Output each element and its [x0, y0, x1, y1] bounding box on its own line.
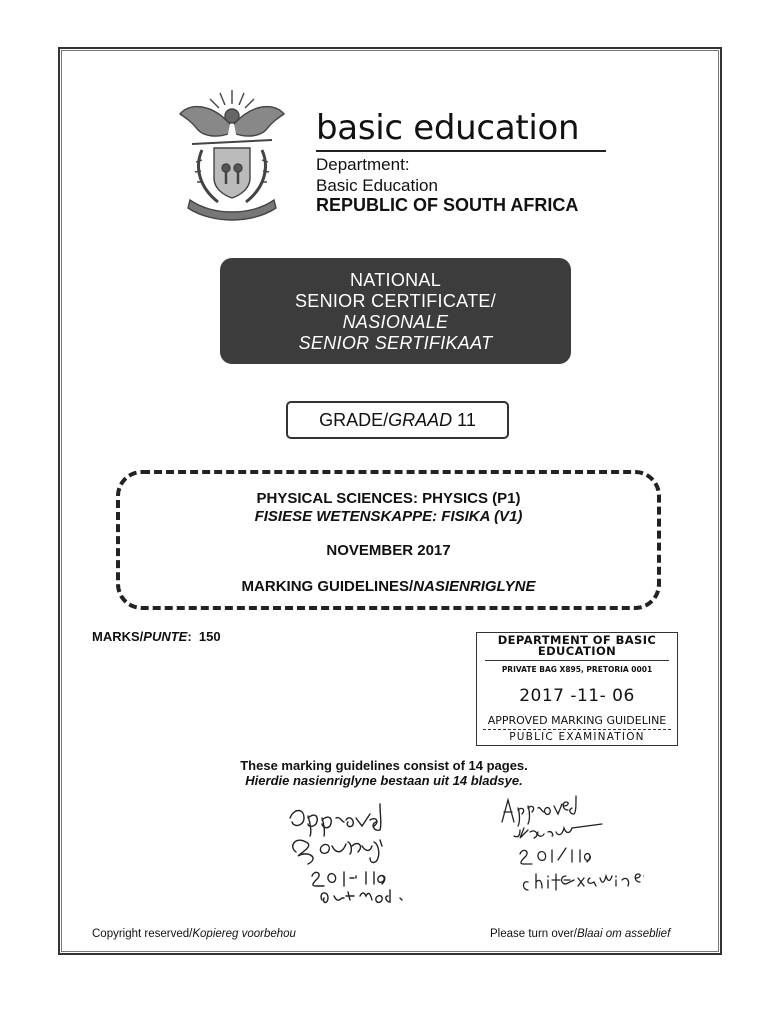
marks-label-af: PUNTE — [143, 629, 188, 644]
department-name: Basic Education — [316, 176, 438, 195]
subject-title: PHYSICAL SCIENCES: PHYSICS (P1) — [256, 490, 521, 507]
grade-label: GRADE/ — [319, 410, 389, 430]
signature-chief-examiner — [494, 792, 644, 896]
certificate-line: SENIOR CERTIFICATE/ — [294, 291, 497, 311]
stamp-line: EDUCATION — [537, 644, 617, 658]
stamp-approved: APPROVED MARKING GUIDELINE — [487, 714, 667, 727]
stamp-header — [477, 633, 677, 657]
copyright-notice — [92, 928, 296, 940]
copyright-en: Copyright reserved/ — [92, 928, 193, 940]
grade-number: 11 — [457, 410, 476, 430]
marks-value: 150 — [198, 629, 221, 644]
grade-label-af: GRAAD — [388, 410, 453, 430]
turn-over-af: Blaai om asseblief — [576, 928, 671, 940]
department-label: Department: — [316, 155, 410, 174]
turn-over-en: Please turn over/ — [490, 928, 577, 940]
document-type-af: NASIENRIGLYNE — [413, 578, 536, 595]
turn-over-notice — [490, 928, 670, 940]
document-type-en: MARKING GUIDELINES/ — [241, 578, 414, 595]
subject-box — [116, 470, 661, 610]
grade-box — [286, 401, 509, 439]
subject-title-af: FISIESE WETENSKAPPE: FISIKA (V1) — [254, 508, 523, 525]
certificate-banner — [220, 258, 571, 364]
certificate-line-af: SENIOR SERTIFIKAAT — [298, 333, 493, 353]
brand-underline — [316, 150, 606, 152]
copyright-af: Kopiereg voorbehou — [192, 928, 296, 940]
country-name: REPUBLIC OF SOUTH AFRICA — [316, 195, 579, 215]
stamp-public-exam: PUBLIC EXAMINATION — [483, 729, 671, 743]
stamp-date: 2017 -11- 06 — [519, 686, 635, 706]
certificate-line-af: NASIONALE — [342, 312, 449, 332]
page-count-note-af: Hierdie nasienriglyne bestaan uit 14 bladsye. — [245, 773, 523, 788]
stamp-divider — [485, 660, 669, 661]
page-count-note: These marking guidelines consist of 14 pages. — [240, 758, 528, 773]
document-type — [120, 578, 657, 595]
approval-stamp — [476, 632, 678, 746]
marks-label: MARKS/ — [92, 629, 144, 644]
exam-date: NOVEMBER 2017 — [326, 542, 451, 559]
stamp-line: DEPARTMENT OF BASIC — [497, 633, 657, 647]
marks-total: MARKS/PUNTE: 150 — [92, 629, 221, 644]
coat-of-arms-icon — [172, 84, 292, 222]
brand-title: basic education — [316, 108, 580, 148]
certificate-line: NATIONAL — [349, 270, 442, 290]
signature-moderator — [282, 796, 452, 912]
stamp-address: PRIVATE BAG X895, PRETORIA 0001 — [501, 665, 653, 674]
